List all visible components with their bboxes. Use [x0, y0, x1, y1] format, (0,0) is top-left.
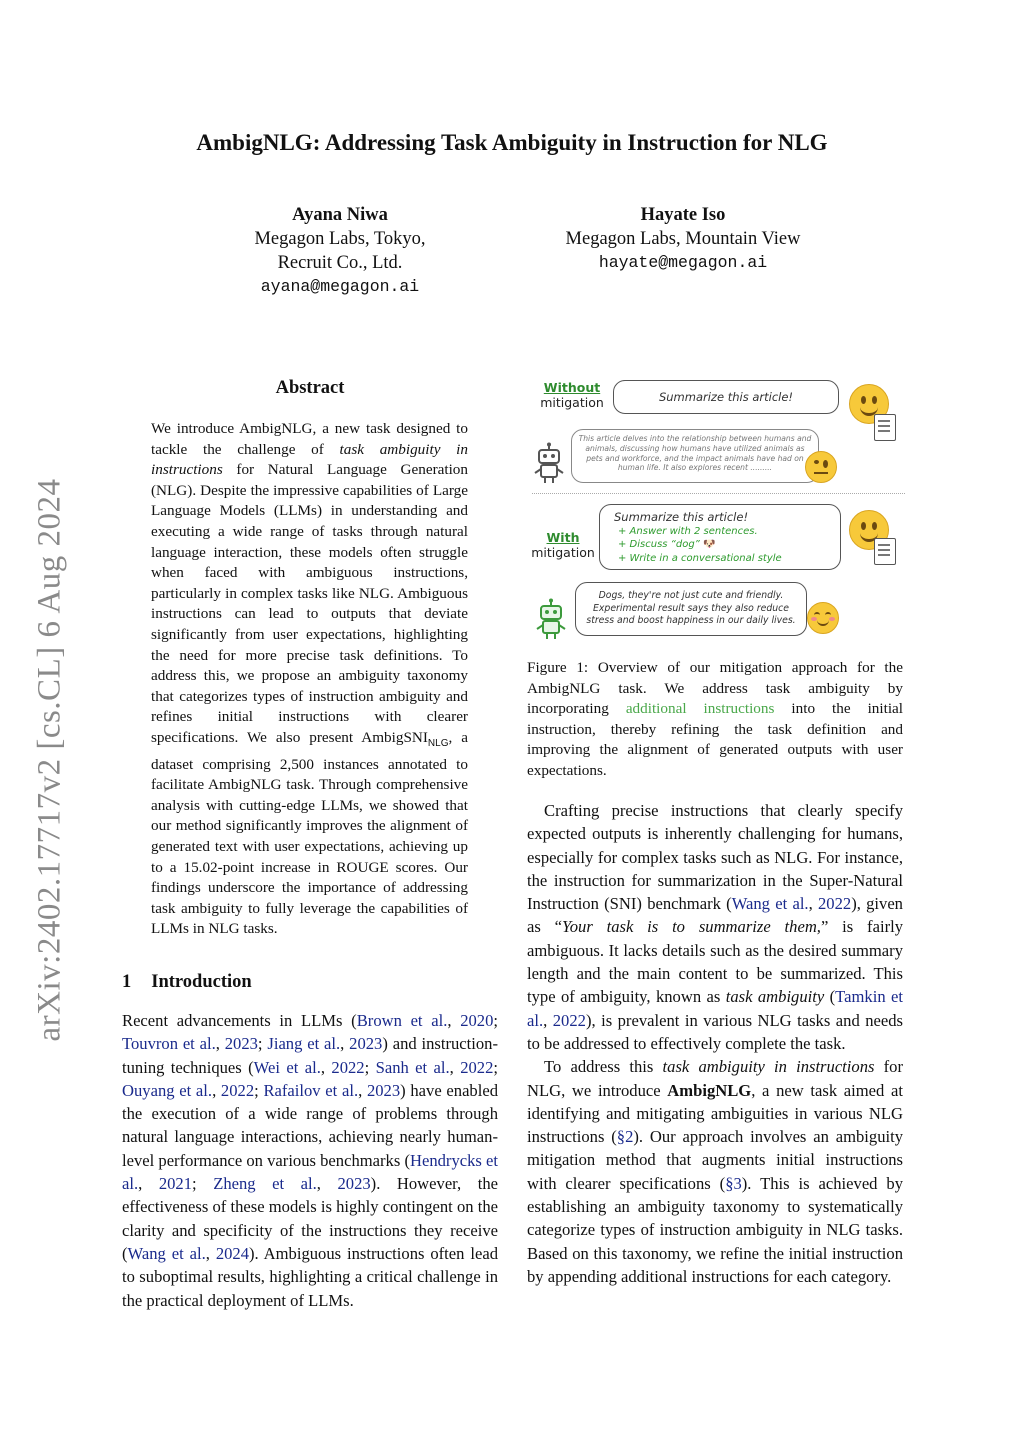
prompt-bubble-2: Summarize this article! + Answer with 2 sentences. + Discuss “dog” 🐶 + Write in a conversational style: [599, 504, 841, 570]
abstract-body: We introduce AmbigNLG, a new task designed to tackle the challenge of task ambiguity in instructions for Natural Language Generation (NLG). Despite the impressive capabilities of Large Language Models (LLMs) in understanding and executing a wide range of tasks through natural language interaction, these models often struggle when faced with ambiguous instructions, particularly in complex tasks like NLG. Ambiguous instructions can lead to outputs that deviate significantly from user expectations, highlighting the need for more precise task definitions. To address this, we propose an ambiguity taxonomy that categorizes types of instruction ambiguity and refines initial instructions with clearer specifications. We also present AmbigSNI$_{NLG}$, a dataset comprising 2,500 instances annotated to facilitate AmbigNLG task. Through comprehensive analysis with cutting-edge LLMs, we showed that our method significantly improves the alignment of generated text with user expectations, achieving up to a 15.02-point increase in ROUGE scores. Our findings underscore the importance of addressing task ambiguity to fully leverage the capabilities of LLMs in NLG tasks.: [151, 420, 468, 938]
citation-link[interactable]: 2022: [818, 894, 852, 914]
citation-link[interactable]: 2022: [331, 1057, 365, 1077]
section-link[interactable]: §2: [616, 1127, 634, 1147]
author-email[interactable]: ayana@megagon.ai: [260, 277, 420, 296]
paper-title: AmbigNLG: Addressing Task Ambiguity in Instruction for NLG: [196, 130, 828, 155]
divider: [532, 493, 905, 494]
section-heading: 1 Introduction: [122, 972, 252, 992]
citation-link[interactable]: Wang et al.: [731, 894, 809, 914]
citation-link[interactable]: 2024: [215, 1243, 249, 1263]
document-icon: [874, 538, 896, 565]
author-1: [200, 203, 480, 299]
skeptical-face-icon: [805, 451, 837, 483]
citation-link[interactable]: 2020: [460, 1011, 494, 1030]
intro-left-column: Recent advancements in LLMs (Brown et al., 2020; Touvron et al., 2023; Jiang et al., 2023) and instruction-tuning techniques (Wei et al., 2022; Sanh et al., 2022; Ouyang et al., 2022; Rafailov et al., 2023) have enabled the execution of a wide range of problems through natural language interactions, achieving nearly human-level performance on various benchmarks (Hendrycks et al., 2021; Zheng et al., 2023). However, the effectiveness of these models is highly contingent on the clarity and specificity of the instructions they receive (Wang et al., 2024). Ambiguous instructions often lead to suboptimal results, highlighting a critical challenge in the practical deployment of LLMs.: [122, 1011, 499, 1310]
citation-link[interactable]: Rafailov et al.: [263, 1080, 359, 1100]
response-bubble-2: Dogs, they're not just cute and friendly. Experimental result says they also reduce stress and boost happiness in our daily lives.: [575, 582, 807, 636]
figure-caption: Figure 1: Overview of our mitigation approach for the AmbigNLG task. We address task ambiguity by incorporating additional instructions into the initial instruction, thereby refining the task definition and improving the alignment of generated outputs with user expectations.: [527, 659, 903, 779]
author-affiliation: Recruit Co., Ltd.: [277, 253, 403, 273]
author-name: Hayate Iso: [640, 205, 726, 225]
prompt-bubble-1: Summarize this article!: [613, 380, 839, 414]
intro-right-column: Crafting precise instructions that clearly specify expected outputs is inherently challenging for humans, especially for complex tasks such as NLG. For instance, the instruction for summarization in the Super-Natural Instruction (SNI) benchmark (Wang et al., 2022), given as “Your task is to summarize them,” is fairly ambiguous. It lacks details such as the desired summary length and the main content to be summarized. This type of ambiguity, known as task ambiguity (Tamkin et al., 2022), is prevalent in various NLG tasks and needs to be addressed to effectively complete the task. To address this task ambiguity in instructions for NLG, we introduce AmbigNLG, a new task aimed at identifying and mitigating ambiguities in various NLG instructions (§2). Our approach involves an ambiguity mitigation method that augments initial instructions with clearer specifications (§3). This is achieved by establishing an ambiguity taxonomy to systematically categorize types of instruction ambiguity in NLG tasks. Based on this taxonomy, we refine the initial instruction by appending additional instructions for each category.: [527, 801, 904, 1286]
citation-link[interactable]: 2023: [349, 1034, 383, 1054]
citation-link[interactable]: 2022: [220, 1080, 255, 1100]
author-affiliation: Megagon Labs, Tokyo,: [254, 229, 426, 249]
robot-icon: [535, 598, 567, 640]
citation-link[interactable]: Wei et al.: [253, 1057, 321, 1077]
abstract-heading: Abstract: [275, 378, 345, 398]
response-bubble-1: This article delves into the relationship between humans and animals, discussing how humans have utilized animals as pets and workforce, and the impact animals have had on human life. It also explores recent .........: [571, 429, 819, 483]
citation-link[interactable]: 2022: [460, 1057, 494, 1077]
robot-icon: [533, 442, 565, 484]
citation-link[interactable]: 2023: [366, 1080, 401, 1100]
citation-link[interactable]: Zheng et al.: [213, 1174, 317, 1194]
author-name: Ayana Niwa: [292, 205, 388, 225]
citation-link[interactable]: Ouyang et al.: [122, 1080, 213, 1100]
citation-link[interactable]: Hendrycks et al.: [122, 1150, 498, 1194]
happy-face-icon: [807, 602, 839, 634]
document-icon: [874, 414, 896, 441]
without-mitigation-label: Without mitigation: [540, 380, 604, 410]
author-affiliation: Megagon Labs, Mountain View: [565, 229, 801, 249]
figure-1: [527, 372, 905, 647]
citation-link[interactable]: Brown et al.: [356, 1011, 448, 1030]
citation-link[interactable]: Wang et al.: [127, 1243, 206, 1263]
citation-link[interactable]: Touvron et al.: [122, 1034, 216, 1054]
citation-link[interactable]: Jiang et al.: [267, 1034, 341, 1054]
author-2: [530, 203, 836, 275]
section-link[interactable]: §3: [725, 1173, 742, 1193]
dog-icon: 🐶: [703, 539, 716, 550]
citation-link[interactable]: 2023: [337, 1174, 371, 1194]
author-email[interactable]: hayate@megagon.ai: [598, 253, 768, 272]
citation-link[interactable]: 2023: [224, 1034, 258, 1054]
citation-link[interactable]: 2021: [158, 1174, 193, 1194]
arxiv-stamp: arXiv:2402.17717v2 [cs.CL] 6 Aug 2024: [31, 478, 68, 1042]
citation-link[interactable]: Sanh et al.: [375, 1057, 450, 1077]
citation-link[interactable]: 2022: [552, 1010, 586, 1030]
citation-link[interactable]: Tamkin et al.: [527, 987, 903, 1030]
with-mitigation-label: With mitigation: [531, 530, 595, 560]
